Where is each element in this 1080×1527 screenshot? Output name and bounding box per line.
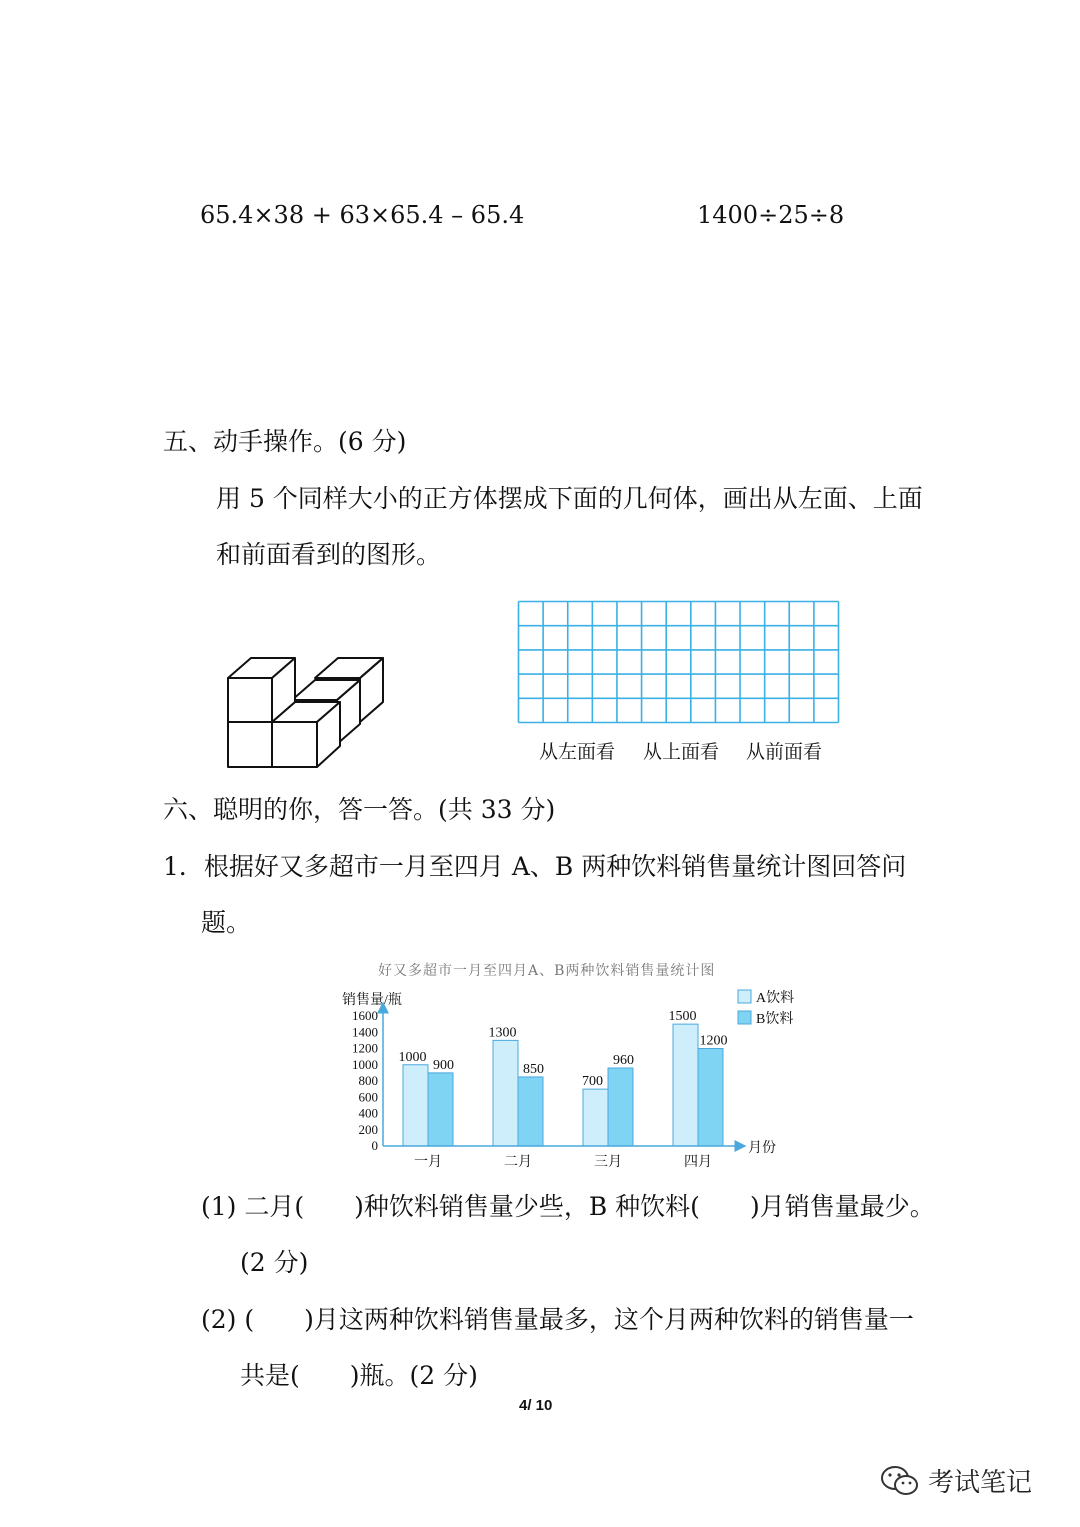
section6-heading: 六、聪明的你，答一答。(共 33 分) <box>163 795 556 824</box>
drawing-grid[interactable] <box>517 600 840 724</box>
bar-b <box>518 1077 543 1146</box>
subquestion1-line1: (1) 二月( )种饮料销售量少些，B 种饮料( )月销售量最少。 <box>201 1192 935 1221</box>
label-top-view: 从上面看 <box>643 741 720 763</box>
label-left-view: 从左面看 <box>539 741 616 763</box>
x-tick-label: 一月 <box>414 1155 442 1170</box>
y-tick-label: 200 <box>358 1121 378 1137</box>
x-tick-label: 三月 <box>594 1155 622 1170</box>
subquestion2-line2: 共是( )瓶。(2 分) <box>240 1361 478 1390</box>
label-front-view: 从前面看 <box>746 741 823 763</box>
question1-line1: 1．根据好又多超市一月至四月 A、B 两种饮料销售量统计图回答问 <box>163 852 907 881</box>
bar-b <box>608 1068 633 1146</box>
y-axis-label: 销售量/瓶 <box>342 993 402 1008</box>
section5-heading: 五、动手操作。(6 分) <box>163 427 407 456</box>
y-tick-label: 400 <box>358 1105 378 1121</box>
bar-value-label: 850 <box>523 1061 544 1077</box>
legend-swatch <box>738 1011 751 1024</box>
legend-label: B饮料 <box>756 1012 794 1027</box>
expression-right: 1400÷25÷8 <box>697 201 845 229</box>
bar-a <box>673 1024 698 1146</box>
wechat-icon <box>880 1464 920 1498</box>
y-tick-label: 800 <box>358 1073 378 1088</box>
x-axis-label: 月份 <box>748 1141 776 1156</box>
bar-a <box>493 1040 518 1146</box>
bar-b <box>698 1049 723 1147</box>
bar-value-label: 1300 <box>488 1025 517 1041</box>
bar-value-label: 700 <box>582 1074 603 1090</box>
bar-value-label: 900 <box>433 1057 454 1073</box>
bar-value-label: 1200 <box>699 1033 728 1049</box>
y-tick-label: 1200 <box>352 1040 378 1056</box>
bar-value-label: 1000 <box>398 1049 427 1065</box>
watermark <box>880 1462 1032 1499</box>
page-number: 4/ 10 <box>519 1397 553 1414</box>
x-tick-label: 四月 <box>684 1155 712 1170</box>
section5-line1: 用 5 个同样大小的正方体摆成下面的几何体，画出从左面、上面 <box>216 484 923 513</box>
y-tick-label: 1400 <box>352 1024 378 1040</box>
legend-swatch <box>738 990 751 1003</box>
y-tick-label: 0 <box>371 1138 378 1153</box>
legend-label: A饮料 <box>756 991 795 1006</box>
chart-title: 好又多超市一月至四月A、B两种饮料销售量统计图 <box>378 963 716 979</box>
bar-value-label: 960 <box>613 1053 634 1068</box>
watermark-text: 考试笔记 <box>928 1468 1033 1498</box>
y-tick-label: 1000 <box>352 1056 378 1072</box>
expression-left: 65.4×38 + 63×65.4 – 65.4 <box>200 201 525 229</box>
x-tick-label: 二月 <box>504 1155 532 1170</box>
subquestion2-line1: (2) ( )月这两种饮料销售量最多，这个月两种饮料的销售量一 <box>201 1305 914 1334</box>
y-tick-label: 600 <box>358 1089 378 1105</box>
bar-a <box>583 1089 608 1146</box>
bar-value-label: 1500 <box>668 1009 697 1025</box>
bar-b <box>428 1073 453 1146</box>
subquestion1-line2: (2 分) <box>240 1248 309 1277</box>
question1-line2: 题。 <box>201 908 252 937</box>
sales-bar-chart <box>330 980 795 1180</box>
cube-figure <box>220 650 390 775</box>
bar-a <box>403 1065 428 1146</box>
section5-line2: 和前面看到的图形。 <box>216 540 442 569</box>
y-tick-label: 1600 <box>352 1008 378 1023</box>
